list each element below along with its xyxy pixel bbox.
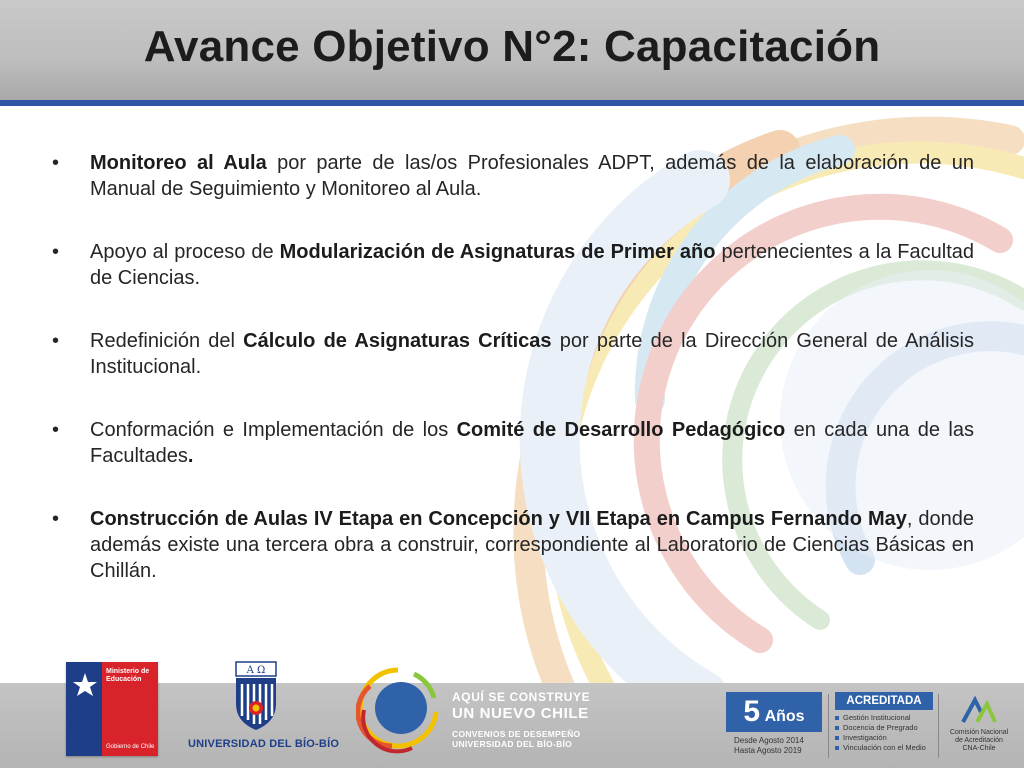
bullet-marker: •: [52, 241, 60, 263]
bullet-square-icon: [835, 736, 839, 740]
bullet-list: [48, 150, 974, 621]
accreditation-area-label: Vinculación con el Medio: [843, 743, 926, 752]
bullet-item: [48, 328, 974, 380]
ubb-crest-icon: [232, 660, 280, 732]
bullet-item: [48, 239, 974, 291]
accreditation-areas: [835, 713, 926, 753]
bullet-bold-text: Comité de Desarrollo Pedagógico: [456, 419, 786, 441]
bullet-text: Conformación e Implementación de los: [90, 419, 457, 441]
bullet-square-icon: [835, 716, 839, 720]
convenios-line1: AQUÍ SE CONSTRUYE: [452, 690, 591, 704]
convenios-text: [452, 690, 590, 749]
convenios-line4: UNIVERSIDAD DEL BÍO-BÍO: [452, 739, 573, 749]
convenios-line2: UN NUEVO CHILE: [452, 705, 589, 722]
bullet-text: en cada una de las Facultades: [90, 419, 974, 467]
accreditation-area: [835, 743, 926, 753]
mineduc-bottom: Gobierno de Chile: [106, 744, 155, 750]
footer-divider: [828, 694, 829, 758]
acreditada-badge: ACREDITADA: [835, 692, 933, 710]
accreditation-area-label: Gestión Institucional: [843, 713, 911, 722]
bullet-text: Apoyo al proceso de: [90, 241, 280, 263]
bullet-marker: •: [52, 152, 60, 174]
mineduc-line1: Ministerio de: [106, 668, 150, 675]
accreditation-years-badge: [726, 692, 822, 732]
bullet-bold-text: Construcción de Aulas IV Etapa en Concepción y VII Etapa en Campus Fernando May: [90, 508, 907, 530]
bullet-marker: •: [52, 508, 60, 530]
bullet-item: [48, 150, 974, 202]
bullet-item: [48, 417, 974, 469]
cna-line3: CNA-Chile: [962, 745, 996, 752]
bullet-text: pertenecientes a la Facultad de Ciencias.: [90, 241, 975, 289]
bullet-text: por parte de la Dirección General de Análisis Institucional.: [90, 330, 974, 378]
accreditation-area-label: Docencia de Pregrado: [843, 723, 918, 732]
accreditation-area-label: Investigación: [843, 733, 887, 742]
bullet-bold-text: Modularización de Asignaturas de Primer año: [279, 241, 716, 263]
accreditation-area: [835, 733, 926, 743]
date-to: Hasta Agosto 2019: [734, 746, 802, 755]
bullet-text: Redefinición del: [90, 330, 244, 352]
ubb-crest-letters: A Ω: [246, 665, 266, 676]
mineduc-logo: [66, 662, 158, 756]
accreditation-area: [835, 723, 926, 733]
title-bar: [0, 0, 1024, 106]
bullet-square-icon: [835, 726, 839, 730]
bullet-bold-text: Monitoreo al Aula: [90, 152, 267, 174]
bullet-marker: •: [52, 330, 60, 352]
convenios-logo-icon: [356, 664, 440, 754]
bullet-bold-text: Cálculo de Asignaturas Críticas: [243, 330, 552, 352]
accreditation-dates: [734, 736, 804, 756]
bullet-item: [48, 506, 974, 584]
mineduc-line2: Educación: [106, 676, 142, 683]
cna-logo: [944, 696, 1014, 760]
cna-line2: de Acreditación: [955, 737, 1003, 744]
chile-star-icon: [72, 672, 98, 698]
bullet-text: , donde además existe una tercera obra a construir, correspondiente al Laboratorio de Ciencias Básicas en Chillán.: [90, 508, 974, 582]
bullet-bold-text: .: [187, 445, 194, 467]
bullet-text: por parte de las/os Profesionales ADPT, además de la elaboración de un Manual de Seguimiento y Monitoreo al Aula.: [90, 152, 974, 200]
cna-line1: Comisión Nacional: [949, 729, 1009, 736]
slide-title: Avance Objetivo N°2: Capacitación: [143, 22, 881, 71]
ubb-name: UNIVERSIDAD DEL BÍO-BÍO: [188, 738, 340, 750]
convenios-line3: CONVENIOS DE DESEMPEÑO: [452, 729, 581, 739]
years-number: 5: [743, 695, 761, 728]
years-label: Años: [764, 708, 805, 725]
date-from: Desde Agosto 2014: [734, 736, 804, 745]
cna-mark-icon: [959, 696, 999, 724]
bullet-marker: •: [52, 419, 60, 441]
bullet-square-icon: [835, 746, 839, 750]
footer-divider: [938, 694, 939, 758]
accreditation-area: [835, 713, 926, 723]
